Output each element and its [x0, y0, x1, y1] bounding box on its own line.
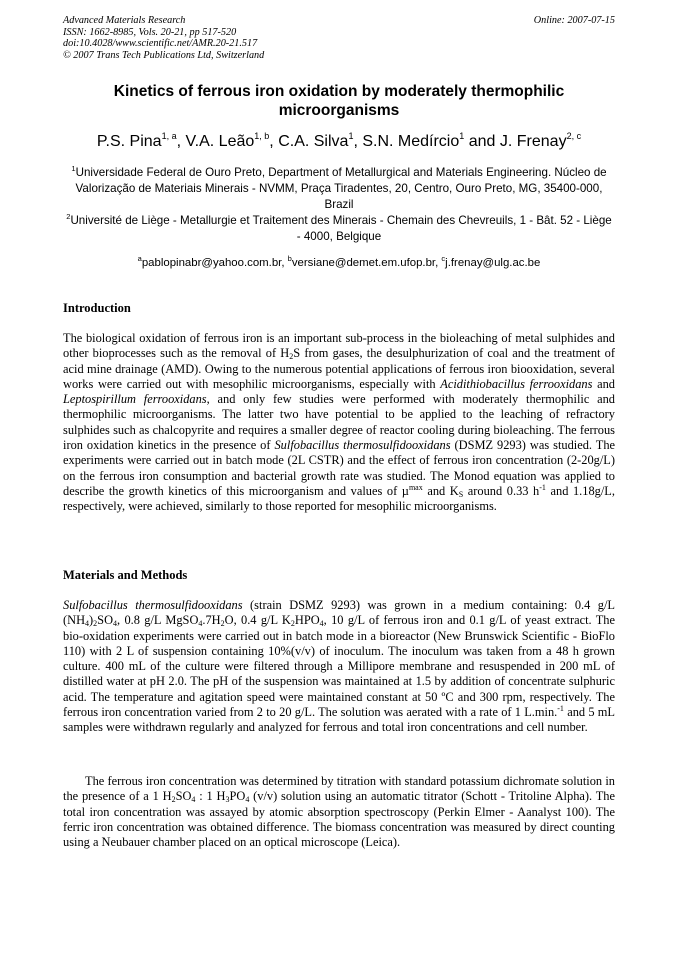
email-mark: a: [137, 254, 142, 263]
author-emails: [63, 255, 615, 271]
paper-title: Kinetics of ferrous iron oxidation by moderately thermophilic microorganisms: [113, 83, 565, 119]
affiliation-text: Université de Liège - Metallurgie et Traitement des Minerais - Chemain des Chevreuils, 1 - Bât. 52 - Liège - 4000, Belgique: [70, 214, 612, 243]
affiliation-2: [63, 213, 615, 245]
affiliations: [63, 165, 615, 245]
author-name: , V.A. Leão: [176, 133, 255, 150]
introduction-paragraph: The biological oxidation of ferrous iron is an important sub-process in the bioleaching of metal sulphides and other bioprocesses such as the removal of $H_2S$ from gases, the desulphurization of coal and the treatment of acid mine drainage (AMD). Owing to the numerous potential applications of ferrous iron biooxidation, several works were carried out with mesophilic microorganisms, especially with Acidithiobacillus ferrooxidans and Leptospirillum ferrooxidans, and only few studies were performed with moderately thermophilic and thermophilic microorganisms. The latter two have potential to be applied to the leaching of refractory sulphides such as chalcopyrite and requires a smaller degree of reactor cooling during bioleaching. The ferrous iron oxidation kinetics in the presence of Sulfobacillus thermosulfidooxidans (DSMZ 9293) was studied. The experiments were carried out in batch mode (2L CSTR) and the effect of ferrous iron concentration (2-20g/L) on the ferrous iron consumption and bacterial growth rate was studied. The Monod equation was applied to describe the growth kinetics of this microorganism and values of µ$^{max}$ and $K_S$ around 0.33 $h^{-1}$ and 1.18g/L, respectively, were achieved, similarly to those reported for mesophilic microorganisms.: [63, 331, 616, 514]
publication-info: [63, 15, 264, 61]
affiliation-1: [63, 165, 615, 213]
email-mark: b: [287, 254, 292, 263]
author-list: [63, 131, 615, 153]
affiliation-mark: 1: [71, 164, 76, 173]
affiliation-text: Universidade Federal de Ouro Preto, Department of Metallurgical and Materials Engineering. Núcleo de Valorização de Materiais Minerais - NVMM, Praça Tiradentes, 20, Centro, Ouro Preto, MG, 35400-000, Brazil: [75, 166, 607, 211]
email-address[interactable]: pablopinabr@yahoo.com.br,: [141, 257, 288, 269]
author-affiliation-mark: 1, a: [161, 131, 177, 141]
doi-line: doi:10.4028/www.scientific.net/AMR.20-21.517: [63, 38, 258, 49]
copyright-line: © 2007 Trans Tech Publications Ltd, Switzerland: [63, 49, 265, 61]
author-affiliation-mark: 2, c: [566, 131, 582, 141]
author-name: P.S. Pina: [96, 133, 162, 150]
author-affiliation-mark: 1: [459, 131, 465, 141]
affiliation-mark: 2: [66, 212, 71, 221]
introduction-heading: Introduction: [63, 301, 131, 315]
author-name: , C.A. Silva: [269, 133, 349, 150]
author-affiliation-mark: 1, b: [254, 131, 270, 141]
email-mark: c: [441, 254, 446, 263]
email-address[interactable]: versiane@demet.em.ufop.br,: [291, 257, 442, 269]
author-name: and J. Frenay: [468, 133, 567, 150]
author-affiliation-mark: 1: [348, 131, 354, 141]
online-date: Online: 2007-07-15: [533, 15, 615, 26]
methods-heading: Materials and Methods: [63, 568, 188, 582]
journal-name: Advanced Materials Research: [63, 15, 186, 26]
issn-line: ISSN: 1662-8985, Vols. 20-21, pp 517-520: [63, 26, 237, 38]
methods-paragraph-1: Sulfobacillus thermosulfidooxidans (strain DSMZ 9293) was grown in a medium containing: 0.4 g/L $(NH_4)_2SO_4$, 0.8 g/L $MgSO_4.7H_2O$, 0.4 g/L $K_2HPO_4$, 10 g/L of ferrous iron and 0.1 g/L of yeast extract. The bio-oxidation experiments were carried out in batch mode in a bioreactor (New Brunswick Scientific - BioFlo 110) with 2 L of suspension containing 10%(v/v) of inoculum. The inoculum was taken from a 48 h grown culture. 400 mL of the culture were filtered through a Millipore membrane and resuspended in 200 mL of distilled water at pH 2.0. The pH of the suspension was maintained at 1.5 by addition of concentrate sulphuric acid. The temperature and agitation speed were maintained constant at 50 ºC and 300 rpm, respectively. The ferrous iron concentration varied from 2 to 20 g/L. The solution was aerated with a rate of 1 L.min.$^{-1}$ and 5 mL samples were withdrawn regularly and analyzed for ferrous and total iron concentrations and cell number.: [63, 598, 615, 735]
author-name: , S.N. Medírcio: [353, 133, 460, 150]
email-address[interactable]: j.frenay@ulg.ac.be: [445, 257, 541, 269]
methods-paragraph-2: The ferrous iron concentration was determined by titration with standard potassium dichromate solution in the presence of a 1 $H_2SO_4$ : 1 $H_3PO_4$ (v/v) solution using an automatic titrator (Schott - Tritoline Alpha). The total iron concentration was assayed by atomic absorption spectroscopy (Perkin Elmer - Aanalyst 100). The ferric iron concentration was obtained difference. The biomass concentration was measured by direct counting using a Neubauer chamber placed on an optical microscope (Leica).: [63, 774, 615, 850]
